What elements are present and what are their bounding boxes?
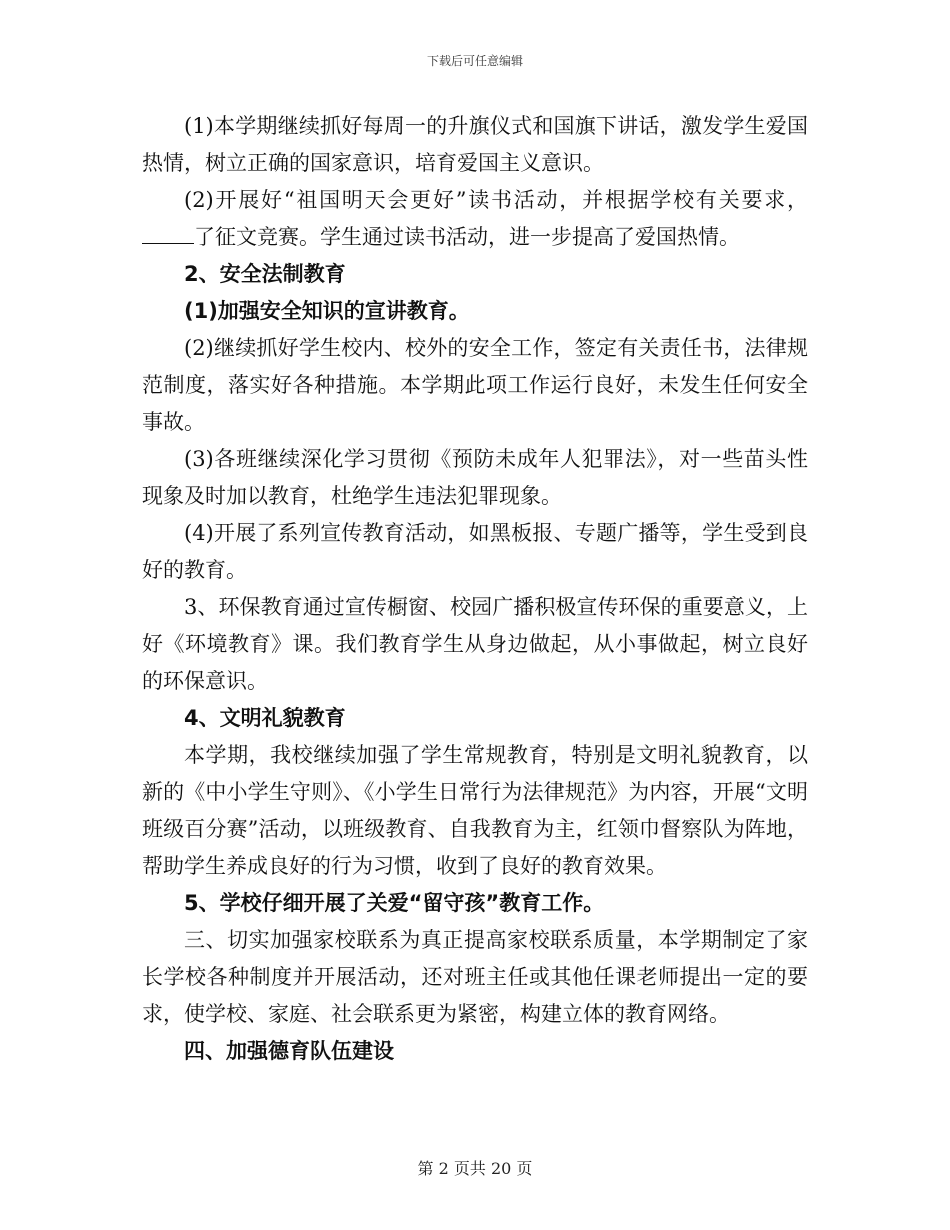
page-footer: 第 2 页共 20 页: [417, 1159, 533, 1178]
page-header: 下载后可任意编辑: [426, 54, 523, 68]
heading-safety-law-education: 2、安全法制教育: [184, 262, 346, 286]
paragraph-publicity-activities: (4)开展了系列宣传教育活动，如黑板报、专题广播等，学生受到良好的教育。: [142, 521, 808, 582]
paragraph-home-school-contact: 三、切实加强家校联系为真正提高家校联系质量，本学期制定了家长学校各种制度并开展活动，还对班主任或其他任课老师提出一定的要求，使学校、家庭、社会联系更为紧密，构建立体的教育网络。: [142, 928, 808, 1026]
paragraph-safety-work: (2)继续抓好学生校内、校外的安全工作，签定有关责任书，法律规范制度，落实好各种措施。本学期此项工作运行良好，未发生任何安全事故。: [142, 336, 808, 434]
blank-underline: [142, 223, 194, 244]
document-body: [142, 108, 808, 1070]
paragraph-flag-ceremony: (1)本学期继续抓好每周一的升旗仪式和国旗下讲话，激发学生爱国热情，树立正确的国家意识，培育爱国主义意识。: [142, 114, 808, 175]
heading-safety-knowledge: (1)加强安全知识的宣讲教育。: [184, 299, 470, 323]
paragraph-crime-prevention: (3)各班继续深化学习贯彻《预防未成年人犯罪法》，对一些苗头性现象及时加以教育，杜绝学生违法犯罪现象。: [142, 447, 808, 508]
paragraph-civility-details: 本学期，我校继续加强了学生常规教育，特别是文明礼貌教育，以新的《中小学生守则》、《小学生日常行为法律规范》为内容，开展“文明班级百分赛”活动，以班级教育、自我教育为主，红领巾督察队为阵地，帮助学生养成良好的行为习惯，收到了良好的教育效果。: [142, 743, 808, 878]
paragraph-reading-activity: [142, 182, 808, 256]
heading-moral-education-team: 四、加强德育队伍建设: [184, 1039, 394, 1063]
heading-civility-education: 4、文明礼貌教育: [184, 706, 346, 730]
paragraph-reading-activity-part2: 了征文竞赛。学生通过读书活动，进一步提高了爱国热情。: [194, 225, 740, 249]
paragraph-environmental-education: 3、环保教育通过宣传橱窗、校园广播积极宣传环保的重要意义，上好《环境教育》课。我们教育学生从身边做起，从小事做起，树立良好的环保意识。: [142, 595, 808, 693]
heading-left-behind-children: 5、学校仔细开展了关爱“留守孩”教育工作。: [184, 891, 605, 915]
paragraph-reading-activity-part1: (2)开展好“祖国明天会更好”读书活动，并根据学校有关要求，: [184, 188, 808, 212]
